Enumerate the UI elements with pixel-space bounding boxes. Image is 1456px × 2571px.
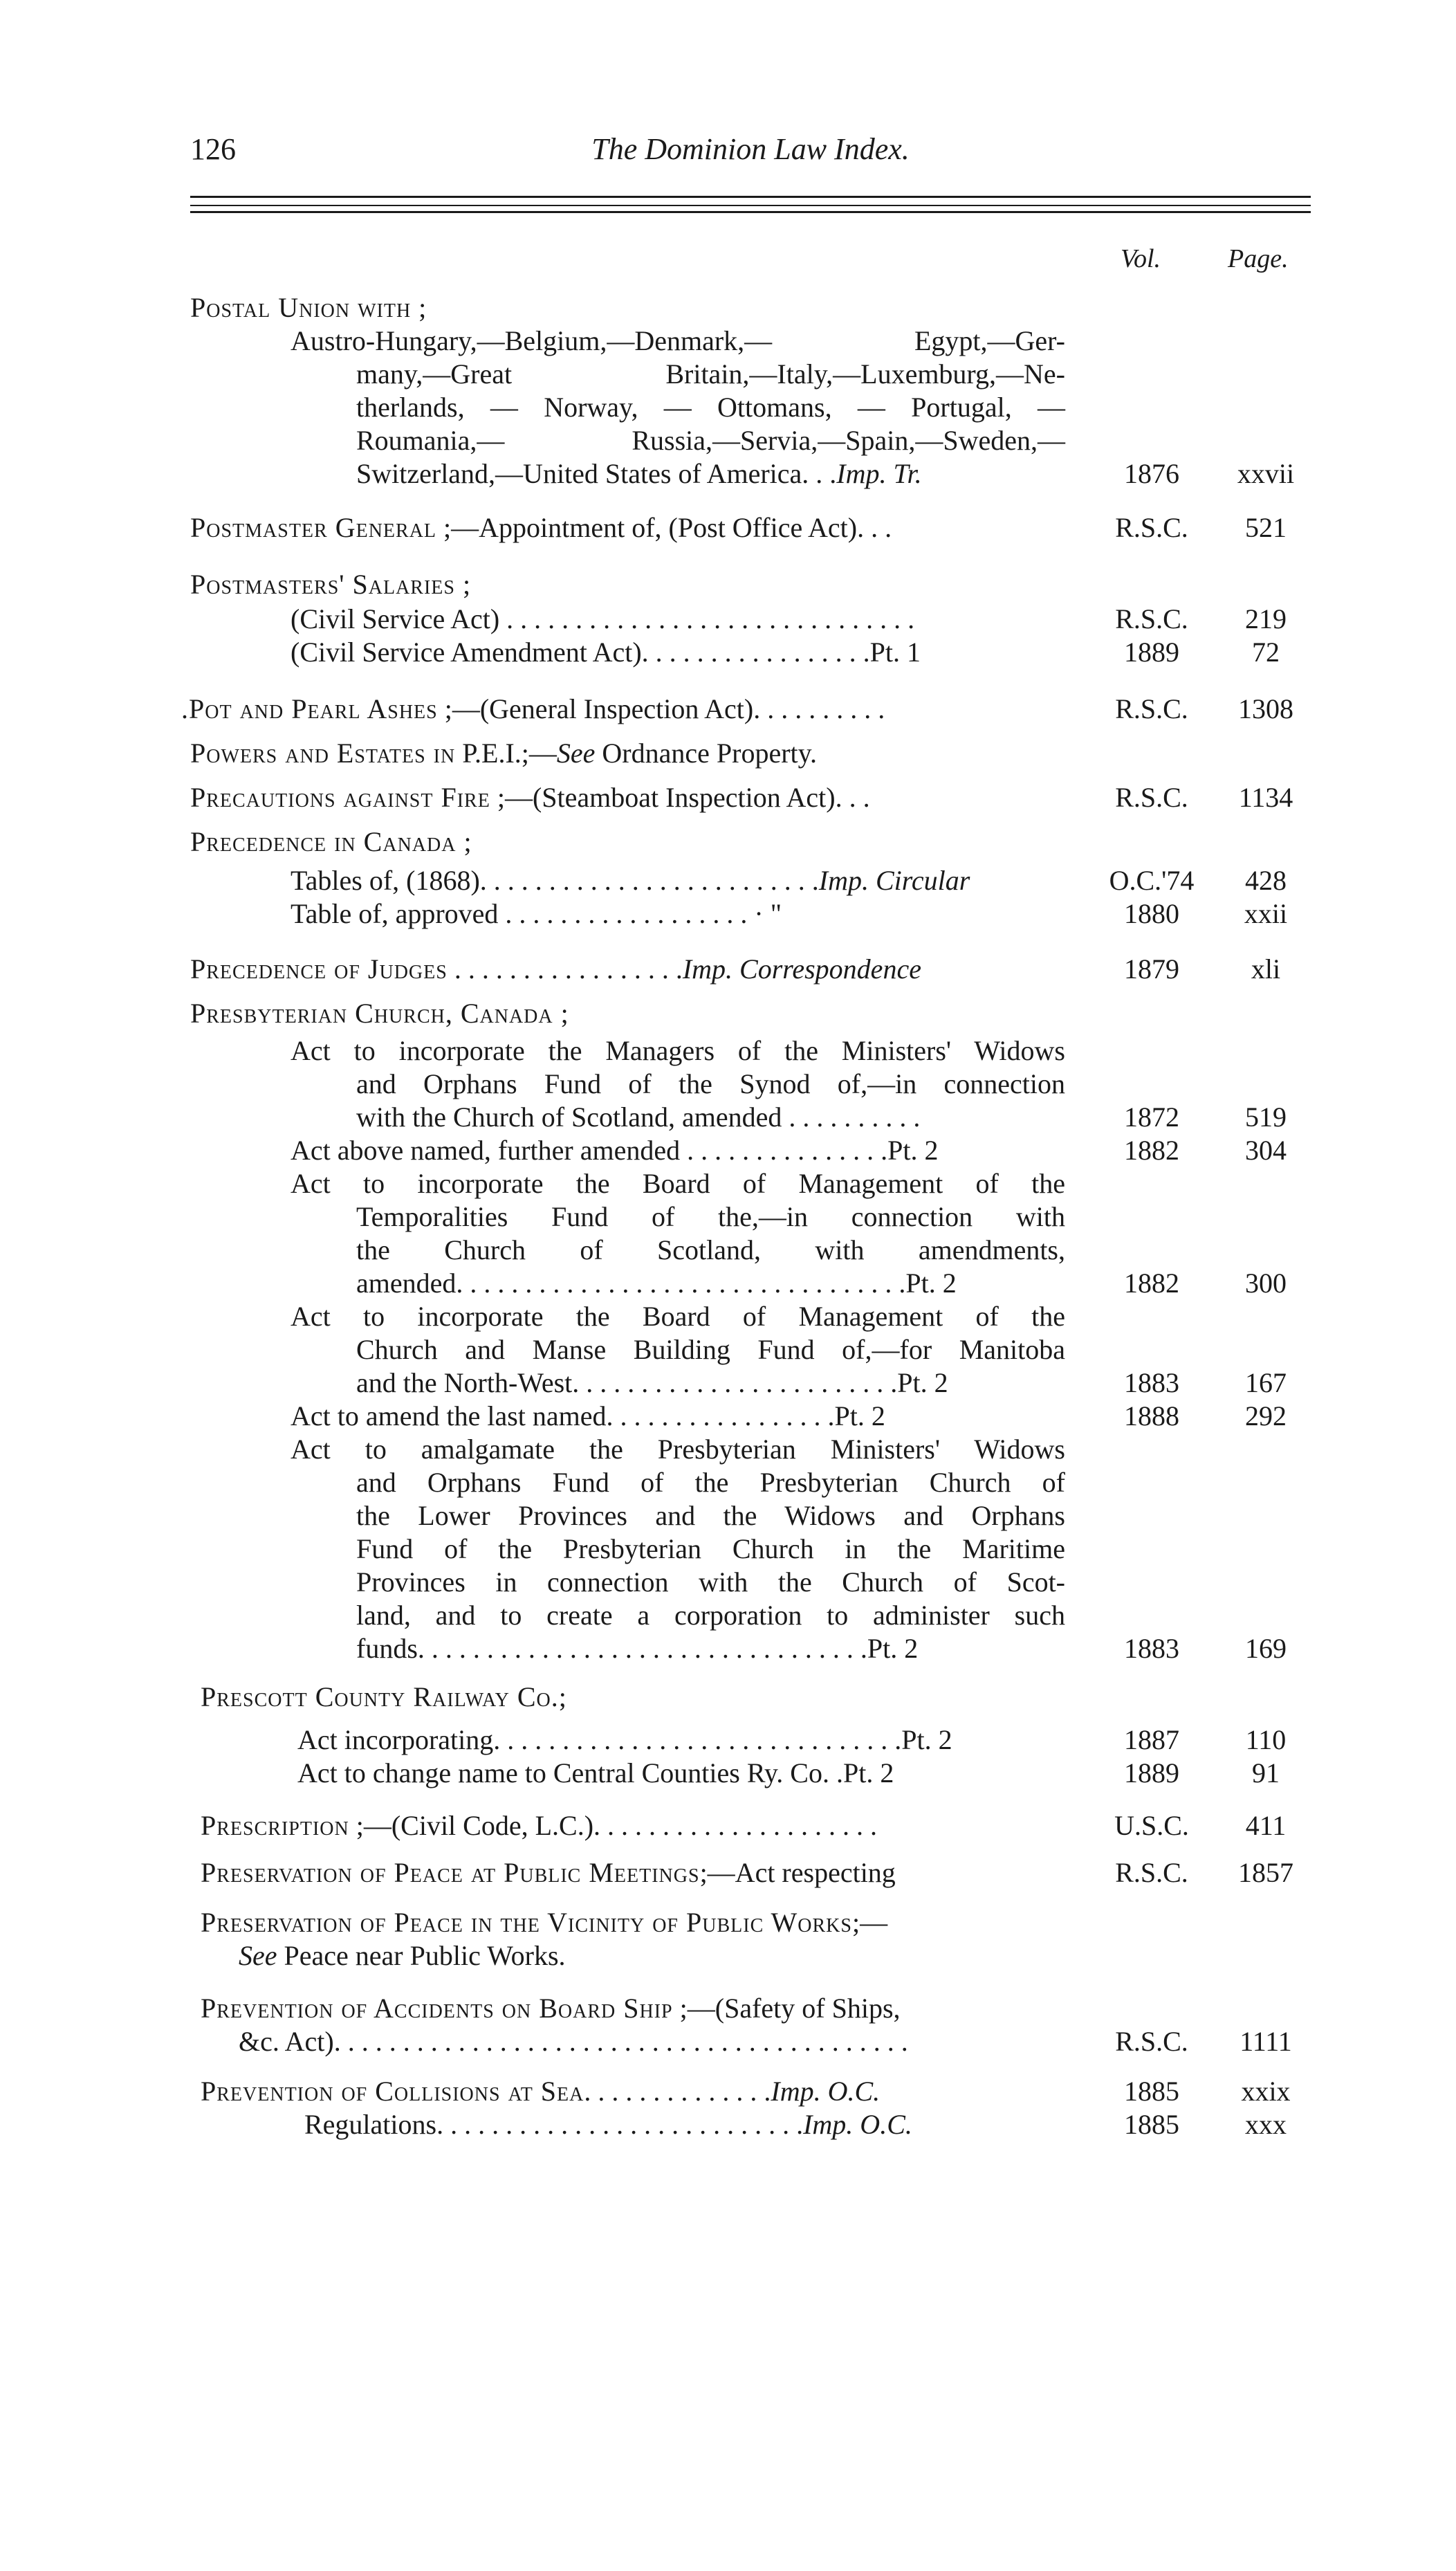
entry-line: Austro-Hungary,—Belgium,—Denmark,— Egypt,—Ger- [291,325,1065,356]
vol-value: 1879 [1124,953,1179,985]
entry-line: Act to change name to Central Counties Ry. Co. .Pt. 2 [297,1757,894,1788]
see-reference: See [239,1940,277,1971]
entry-line: Act to amend the last named. . . . . . . . . . . . . . . . .Pt. 2 [291,1400,885,1431]
page-value: 110 [1245,1724,1287,1755]
entry-line [201,1991,901,2026]
vol-value: 1885 [1124,2109,1179,2140]
vol-value: 1880 [1124,898,1179,929]
page-value: 169 [1245,1633,1287,1664]
entry-line: with the Church of Scotland, amended . . . . . . . . . . [356,1101,921,1133]
entry-line: (Civil Service Amendment Act). . . . . . . . . . . . . . . . .Pt. 1 [291,637,921,668]
entry-line: &c. Act). . . . . . . . . . . . . . . . . . . . . . . . . . . . . . . . . . . . . . . . . . [239,2026,908,2057]
entry-line [190,736,817,771]
entry-line: Act incorporating. . . . . . . . . . . . . . . . . . . . . . . . . . . . . .Pt. 2 [297,1724,952,1755]
vol-value: 1876 [1124,458,1179,489]
entry-line: Roumania,— Russia,—Servia,—Spain,—Sweden,— [356,425,1065,456]
entry-heading: Powers and Estates in [190,738,456,769]
page-value: 167 [1245,1367,1287,1398]
page-value: xli [1251,953,1281,985]
entry-text: ;—(Civil Code, L.C.). . . . . . . . . . . . . . . . . . . . . [349,1810,878,1841]
entry-line: amended. . . . . . . . . . . . . . . . . . . . . . . . . . . . . . . . .Pt. 2 [356,1268,957,1299]
vol-value: 1882 [1124,1135,1179,1166]
page-value: 428 [1245,865,1287,896]
entry-line [291,863,970,898]
header-rule [190,196,1311,198]
vol-value: 1883 [1124,1367,1179,1398]
entry-line-text: Switzerland,—United States of America. . . [356,458,837,489]
vol-value: R.S.C. [1115,1857,1188,1888]
entry-heading: Postmasters' Salaries ; [190,569,472,600]
entry-text: ;—Act respecting [699,1857,896,1888]
entry-heading: Preservation of Peace at Public Meetings [201,1857,700,1888]
page-value: 219 [1245,603,1287,634]
entry-line: funds. . . . . . . . . . . . . . . . . . . . . . . . . . . . . . . . .Pt. 2 [356,1633,919,1664]
page-value: xxix [1241,2076,1291,2107]
entry-line: Temporalities Fund of the,—in connection with [356,1201,1065,1232]
entry-text: ;—(Safety of Ships, [672,1993,901,2024]
entry-line: Act to incorporate the Board of Management of the [291,1168,1065,1199]
entry-text: Regulations. . . . . . . . . . . . . . . . . . . . . . . . . . . [304,2109,804,2140]
entry-ref: Imp. O.C. [803,2109,912,2140]
page-value: 519 [1245,1101,1287,1133]
entry-line: and Orphans Fund of the Presbyterian Church of [356,1467,1065,1498]
entry-text: ;— [851,1907,888,1938]
vol-value: 1882 [1124,1268,1179,1299]
entry-heading: Precedence in Canada ; [190,826,472,857]
entry-tail: Ordnance Property. [595,738,818,769]
entry-line: Act to amalgamate the Presbyterian Ministers' Widows [291,1434,1065,1465]
vol-value: 1885 [1124,2076,1179,2107]
header-rule [190,211,1311,213]
running-title: The Dominion Law Index. [591,132,910,166]
entry-line: Act above named, further amended . . . . . . . . . . . . . . .Pt. 2 [291,1135,939,1166]
vol-value: O.C.'74 [1109,865,1195,896]
page-value: xxx [1245,2109,1287,2140]
entry-line: the Church of Scotland, with amendments, [356,1234,1065,1265]
entry-line [356,457,922,491]
vol-value: 1872 [1124,1101,1179,1133]
entry-line: and Orphans Fund of the Synod of,—in connection [356,1068,1065,1099]
entry-line [190,952,921,987]
entry-line: land, and to create a corporation to administer such [356,1600,1065,1631]
page-value: 521 [1245,512,1287,543]
entry-heading: Postal Union with ; [190,292,427,323]
entry-line: Church and Manse Building Fund of,—for Manitoba [356,1334,1065,1365]
header-rule [190,205,1311,206]
entry-line: therlands, — Norway, — Ottomans, — Portugal, — [356,392,1065,423]
entry-line: Provinces in connection with the Church of Scot- [356,1566,1065,1598]
entry-heading: Prevention of Collisions at Sea [201,2076,584,2107]
vol-value: 1888 [1124,1400,1179,1431]
entry-line: Table of, approved . . . . . . . . . . . . . . . . . . · " [291,898,782,929]
page-value: 91 [1252,1757,1280,1788]
page-value: 292 [1245,1400,1287,1431]
vol-value: R.S.C. [1115,782,1188,813]
page-value: 1134 [1238,782,1293,813]
page-value: xxvii [1237,458,1295,489]
entry-ref: Imp. O.C. [771,2076,881,2107]
entry-heading: Preservation of Peace in the Vicinity of Public Works [201,1907,852,1938]
entry-line [201,2074,880,2109]
entry-tail: Peace near Public Works. [277,1940,566,1971]
entry-text: ;—(General Inspection Act). . . . . . . . . . [437,693,885,724]
entry-text: . . . . . . . . . . . . . . . . . [447,953,683,985]
entry-line: Act to incorporate the Managers of the Ministers' Widows [291,1035,1065,1066]
entry-line [190,780,870,815]
entry-ref: Imp. Circular [818,865,970,896]
vol-value: 1887 [1124,1724,1179,1755]
page-value: 304 [1245,1135,1287,1166]
entry-heading: Prescription [201,1810,349,1841]
entry-line: many,—Great Britain,—Italy,—Luxemburg,—Ne- [356,358,1065,390]
entry-text: ;—Appointment of, (Post Office Act). . . [436,512,892,543]
vol-value: 1889 [1124,1757,1179,1788]
entry-line [201,1905,887,1940]
page-column-heading: Page. [1228,244,1289,273]
page-header [190,131,1311,173]
see-reference: See [556,738,596,769]
vol-value: R.S.C. [1115,512,1188,543]
entry-heading: Prescott County Railway Co.; [201,1681,567,1712]
entry-line [201,1856,896,1890]
entry-text: . . . . . . . . . . . . . . [584,2076,771,2107]
vol-value: 1883 [1124,1633,1179,1664]
page-value: 1308 [1238,693,1293,724]
vol-value: R.S.C. [1115,693,1188,724]
entry-text: ;—(Steamboat Inspection Act). . . [490,782,870,813]
page-value: 1857 [1238,1857,1293,1888]
vol-column-heading: Vol. [1121,244,1161,273]
entry-heading: Precautions against Fire [190,782,490,813]
page-value: 72 [1252,637,1280,668]
entry-ref: Imp. Tr. [836,458,922,489]
entry-heading: Prevention of Accidents on Board Ship [201,1993,673,2024]
entry-text: P.E.I.;— [455,738,557,769]
vol-value: U.S.C. [1114,1810,1189,1841]
entry-line: (Civil Service Act) . . . . . . . . . . . . . . . . . . . . . . . . . . . . . . [291,603,915,634]
page-value: 1111 [1240,2026,1292,2057]
entry-line: and the North-West. . . . . . . . . . . . . . . . . . . . . . . .Pt. 2 [356,1367,948,1398]
entry-line: Act to incorporate the Board of Management of the [291,1301,1065,1332]
entry-line [181,692,885,726]
entry-heading: Presbyterian Church, Canada ; [190,998,569,1029]
page-value: 300 [1245,1268,1287,1299]
entry-line: Fund of the Presbyterian Church in the Maritime [356,1533,1065,1564]
entry-line [239,1939,566,1973]
vol-value: R.S.C. [1115,603,1188,634]
entry-line [304,2107,912,2142]
entry-line [201,1809,877,1843]
entry-ref: Imp. Correspondence [682,953,921,985]
page-value: 411 [1245,1810,1287,1841]
entry-line: the Lower Provinces and the Widows and Orphans [356,1500,1065,1531]
page-number: 126 [190,132,236,166]
entry-heading: .Pot and Pearl Ashes [181,693,438,724]
entry-heading: Postmaster General [190,512,437,543]
page-value: xxii [1244,898,1288,929]
entry-line [190,511,892,545]
vol-value: R.S.C. [1115,2026,1188,2057]
entry-text: Tables of, (1868). . . . . . . . . . . . . . . . . . . . . . . . . [291,865,819,896]
entry-heading: Precedence of Judges [190,953,448,985]
vol-value: 1889 [1124,637,1179,668]
